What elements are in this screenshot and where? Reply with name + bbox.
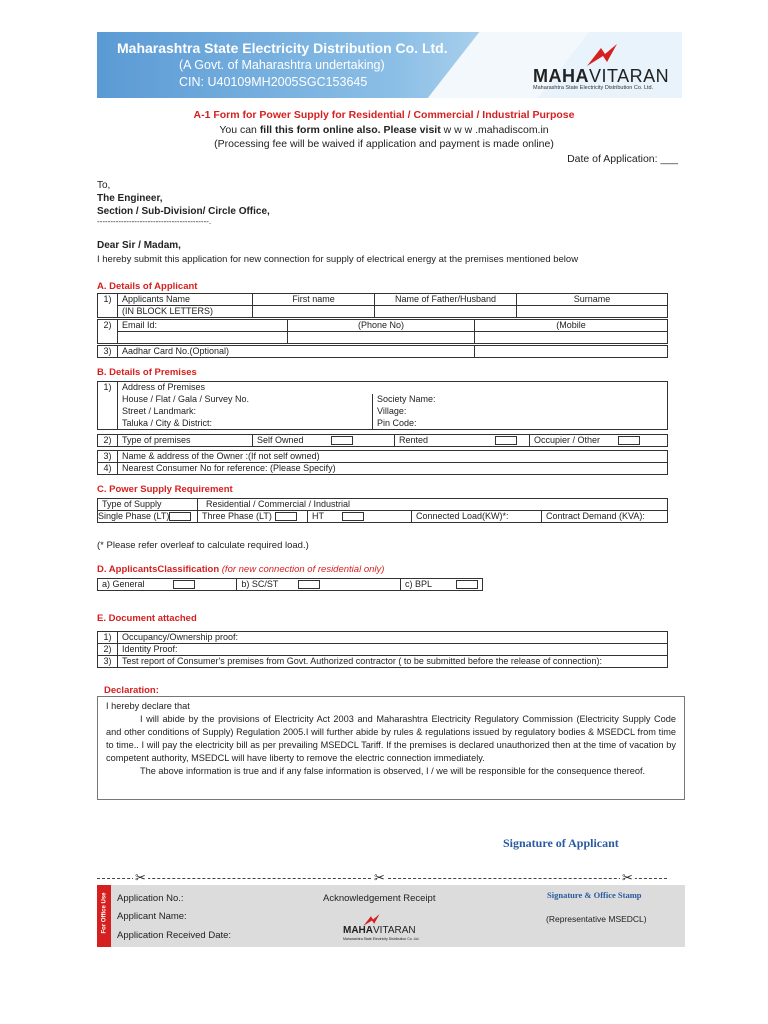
ht-checkbox[interactable]	[342, 512, 364, 521]
scissors-icon: ✂	[374, 870, 385, 885]
classification-table	[97, 578, 483, 591]
house-label[interactable]: House / Flat / Gala / Survey No.	[118, 394, 373, 406]
logo-tagline: Maharashtra State Electricity Distribution Co. Ltd.	[533, 85, 654, 91]
office-dashes: ------------------------------------------.	[97, 217, 212, 226]
pin-label[interactable]: Pin Code:	[373, 418, 668, 430]
applicant-name-label[interactable]: Applicant Name:	[117, 911, 187, 922]
declaration-intro: I hereby declare that	[106, 701, 190, 711]
bpl-checkbox[interactable]	[456, 580, 478, 589]
premises-table: 1) Address of Premises House / Flat / Gala / Survey No. Society Name: Street / Landmark: Village: Taluka / City & District: Pin Code:	[97, 381, 668, 430]
received-date-label[interactable]: Application Received Date:	[117, 930, 232, 941]
office-label: Section / Sub-Division/ Circle Office,	[97, 206, 270, 217]
village-label[interactable]: Village:	[373, 406, 668, 418]
single-phase-checkbox[interactable]	[169, 512, 191, 521]
address-label: Address of Premises	[118, 382, 668, 394]
aadhar-table: 3) Aadhar Card No.(Optional)	[97, 345, 668, 358]
fee-note: (Processing fee will be waived if application and payment is made online)	[214, 138, 554, 150]
mobile-label: (Mobile	[475, 320, 668, 332]
aadhar-field[interactable]	[475, 346, 668, 358]
office-stamp-label: Signature & Office Stamp	[547, 890, 642, 900]
date-of-application[interactable]: Date of Application: ___	[567, 153, 678, 165]
salutation: Dear Sir / Madam,	[97, 240, 181, 251]
taluka-label[interactable]: Taluka / City & District:	[118, 418, 373, 430]
rented-label: Rented	[399, 435, 429, 445]
surname-label: Surname	[517, 294, 668, 306]
logo-vitaran: VITARAN	[589, 66, 670, 86]
section-c-title: C. Power Supply Requirement	[97, 484, 233, 495]
father-name-label: Name of Father/Husband	[375, 294, 517, 306]
email-field[interactable]	[118, 332, 288, 344]
general-label: a) General	[102, 579, 145, 589]
first-name-field[interactable]	[253, 306, 375, 318]
company-cin: CIN: U40109MH2005SGC153645	[179, 75, 368, 89]
form-title: A-1 Form for Power Supply for Residential / Commercial / Industrial Purpose	[193, 109, 575, 121]
declaration-box	[97, 696, 685, 800]
first-name-label: First name	[253, 294, 375, 306]
company-name: Maharashtra State Electricity Distribution Co. Ltd.	[117, 40, 448, 56]
three-phase-checkbox[interactable]	[275, 512, 297, 521]
load-note: (* Please refer overleaf to calculate required load.)	[97, 540, 309, 551]
bpl-label: c) BPL	[404, 579, 432, 589]
connected-load-label[interactable]: Connected Load(KW)*:	[412, 511, 542, 523]
mobile-field[interactable]	[475, 332, 668, 344]
phone-field[interactable]	[288, 332, 475, 344]
office-use-strip: For Office Use	[97, 885, 111, 947]
scst-label: b) SC/ST	[241, 579, 279, 589]
premises-type-table: 2) Type of premises Self Owned Rented Occupier / Other	[97, 434, 668, 447]
section-a-title: A. Details of Applicant	[97, 281, 198, 292]
section-d-title: D. ApplicantsClassification (for new connection of residential only)	[97, 564, 385, 575]
ht-label: HT	[312, 511, 324, 521]
logo-maha: MAHA	[533, 66, 589, 86]
society-label[interactable]: Society Name:	[373, 394, 668, 406]
signature-of-applicant[interactable]: Signature of Applicant	[503, 836, 619, 850]
contact-table: 2) Email Id: (Phone No) (Mobile	[97, 319, 668, 344]
supply-table	[97, 498, 668, 523]
section-b-title: B. Details of Premises	[97, 367, 197, 378]
representative-label: (Representative MSEDCL)	[546, 914, 647, 924]
scst-checkbox[interactable]	[298, 580, 320, 589]
intro-text: I hereby submit this application for new connection for supply of electrical energy at the premises mentioned below	[97, 254, 579, 265]
block-letters-note: (IN BLOCK LETTERS)	[118, 306, 253, 318]
doc-identity-proof[interactable]: Identity Proof:	[118, 644, 668, 656]
occupier-checkbox[interactable]	[618, 436, 640, 445]
declaration-consequence: The above information is true and if any false information is observed, I / we will be responsible for the consequence thereof.	[140, 766, 646, 776]
self-owned-checkbox[interactable]	[331, 436, 353, 445]
street-label[interactable]: Street / Landmark:	[118, 406, 373, 418]
self-owned-label: Self Owned	[257, 435, 304, 445]
online-note: You can fill this form online also. Please visit w w w .mahadiscom.in	[219, 124, 549, 136]
section-e-title: E. Document attached	[97, 613, 197, 624]
documents-table: 1) Occupancy/Ownership proof: 2) Identity Proof: 3) Test report of Consumer's premises from Govt. Authorized contractor ( to be submitted before the release of connection):	[97, 631, 668, 668]
type-of-premises-label: Type of premises	[118, 435, 253, 447]
consumer-no-label[interactable]: Nearest Consumer No for reference: (Please Specify)	[118, 463, 668, 475]
purpose-label: Residential / Commercial / Industrial	[198, 499, 668, 511]
surname-field[interactable]	[517, 306, 668, 318]
doc-occupancy-proof[interactable]: Occupancy/Ownership proof:	[118, 632, 668, 644]
company-subtitle: (A Govt. of Maharashtra undertaking)	[179, 58, 385, 72]
owner-table: 3) Name & address of the Owner :(If not self owned) 4) Nearest Consumer No for reference: (Please Specify)	[97, 450, 668, 475]
phone-label: (Phone No)	[288, 320, 475, 332]
email-label: Email Id:	[118, 320, 288, 332]
declaration-body: I will abide by the provisions of Electricity Act 2003 and Maharashtra Electricity Regulatory Commission (Electricity Supply Code and other conditions of Supply) Regulation 2005.I will further abide by rules & regulations issued by regulatory bodies & MSEDCL from time to time.. I will pay the electricity bill as per prevailing MSEDCL Tariff. If the premises is declared unauthorized then at the time of vacation by competent authority, MSEDCL will have liberty to remove the electric connection immediately.	[106, 714, 676, 763]
contract-demand-label[interactable]: Contract Demand (KVA):	[542, 511, 668, 523]
general-checkbox[interactable]	[173, 580, 195, 589]
application-no-label[interactable]: Application No.:	[117, 893, 184, 904]
rented-checkbox[interactable]	[495, 436, 517, 445]
applicants-name-label: Applicants Name	[118, 294, 253, 306]
engineer-label: The Engineer,	[97, 193, 163, 204]
to-label: To,	[97, 180, 111, 191]
owner-label[interactable]: Name & address of the Owner :(If not self owned)	[118, 451, 668, 463]
scissors-icon: ✂	[622, 870, 633, 885]
acknowledgement-title: Acknowledgement Receipt	[323, 893, 436, 904]
scissors-icon: ✂	[135, 870, 146, 885]
doc-test-report[interactable]: Test report of Consumer's premises from Govt. Authorized contractor ( to be submitted before the release of connection):	[118, 656, 668, 668]
applicant-table: 1) Applicants Name First name Name of Father/Husband Surname (IN BLOCK LETTERS)	[97, 293, 668, 318]
acknowledgement-receipt: For Office Use Application No.: Applicant Name: Application Received Date: Acknowledgement Receipt MAHAVITARAN Maharashtra State Electricity Distribution Co. Ltd. Signature & Office Stamp (Representative MSEDCL)	[97, 885, 685, 947]
declaration-title: Declaration:	[104, 685, 159, 696]
father-name-field[interactable]	[375, 306, 517, 318]
type-of-supply-label: Type of Supply	[98, 499, 198, 511]
occupier-label: Occupier / Other	[534, 435, 601, 445]
logo-mark-icon	[583, 42, 623, 68]
three-phase-label: Three Phase (LT)	[202, 511, 272, 521]
aadhar-label: Aadhar Card No.(Optional)	[118, 346, 475, 358]
single-phase-label: Single Phase (LT)	[98, 511, 170, 521]
